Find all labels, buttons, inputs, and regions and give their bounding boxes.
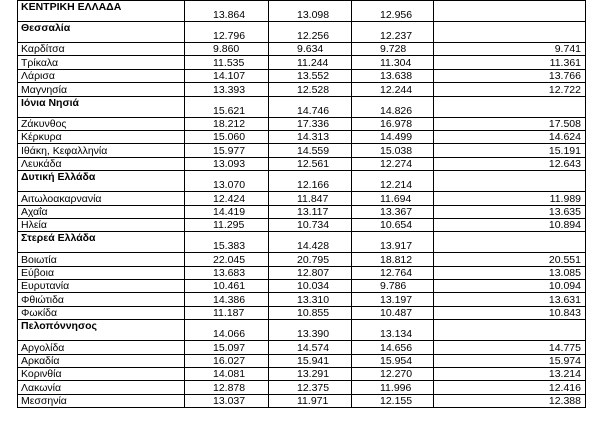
value-cell-4: 14.775 bbox=[434, 341, 586, 354]
value-cell-3: 12.274 bbox=[352, 157, 434, 170]
value-cell-4: 13.214 bbox=[434, 368, 586, 381]
table-row bbox=[18, 266, 586, 279]
value-cell-3: 12.244 bbox=[352, 83, 434, 96]
value-cell-1: 11.535 bbox=[185, 56, 269, 69]
value-cell-1: 15.060 bbox=[185, 130, 269, 143]
value-cell-1: 14.419 bbox=[185, 205, 269, 218]
table-row bbox=[18, 69, 586, 82]
table-row bbox=[18, 130, 586, 143]
value-cell-2: 13.552 bbox=[269, 69, 352, 82]
table-row bbox=[18, 381, 586, 394]
table-row bbox=[18, 394, 586, 407]
value-cell-2: 14.428 bbox=[269, 232, 352, 253]
region-row bbox=[18, 1, 586, 22]
value-cell-1: 22.045 bbox=[185, 253, 269, 266]
value-cell-2: 12.375 bbox=[269, 381, 352, 394]
value-cell-3: 12.270 bbox=[352, 368, 434, 381]
table-row bbox=[18, 368, 586, 381]
table-row bbox=[18, 354, 586, 367]
region-name-cell: ΚΕΝΤΡΙΚΗ ΕΛΛΑΔΑ bbox=[18, 1, 185, 22]
value-cell-3: 12.237 bbox=[352, 22, 434, 43]
value-cell-1: 11.295 bbox=[185, 218, 269, 231]
value-cell-3: 15.038 bbox=[352, 144, 434, 157]
value-cell-4: 10.894 bbox=[434, 218, 586, 231]
value-cell-2: 17.336 bbox=[269, 117, 352, 130]
value-cell-1: 13.093 bbox=[185, 157, 269, 170]
area-name-cell: Λευκάδα bbox=[18, 157, 185, 170]
value-cell-3: 13.917 bbox=[352, 232, 434, 253]
value-cell-3: 11.694 bbox=[352, 192, 434, 205]
value-cell-1: 12.878 bbox=[185, 381, 269, 394]
data-table bbox=[17, 0, 586, 408]
table-row bbox=[18, 253, 586, 266]
value-cell-2: 13.117 bbox=[269, 205, 352, 218]
value-cell-2: 9.634 bbox=[269, 43, 352, 56]
region-row bbox=[18, 96, 586, 117]
value-cell-2: 12.807 bbox=[269, 266, 352, 279]
region-name-cell: Δυτική Ελλάδα bbox=[18, 171, 185, 192]
value-cell-2: 13.291 bbox=[269, 368, 352, 381]
region-name-cell: Θεσσαλία bbox=[18, 22, 185, 43]
value-cell-4: 15.974 bbox=[434, 354, 586, 367]
table-row bbox=[18, 293, 586, 306]
table-row bbox=[18, 306, 586, 319]
table-row bbox=[18, 341, 586, 354]
value-cell-2: 12.561 bbox=[269, 157, 352, 170]
value-cell-3: 12.155 bbox=[352, 394, 434, 407]
area-name-cell: Αχαΐα bbox=[18, 205, 185, 218]
value-cell-1: 18.212 bbox=[185, 117, 269, 130]
value-cell-4: 12.643 bbox=[434, 157, 586, 170]
area-name-cell: Καρδίτσα bbox=[18, 43, 185, 56]
value-cell-4: 12.388 bbox=[434, 394, 586, 407]
value-cell-3: 16.978 bbox=[352, 117, 434, 130]
value-cell-1: 13.070 bbox=[185, 171, 269, 192]
value-cell-2: 13.390 bbox=[269, 320, 352, 341]
value-cell-4: 11.989 bbox=[434, 192, 586, 205]
value-cell-1: 10.461 bbox=[185, 280, 269, 293]
value-cell-4: 13.635 bbox=[434, 205, 586, 218]
value-cell-3: 13.638 bbox=[352, 69, 434, 82]
value-cell-3: 12.956 bbox=[352, 1, 434, 22]
value-cell-1: 11.187 bbox=[185, 306, 269, 319]
value-cell-2: 15.941 bbox=[269, 354, 352, 367]
area-name-cell: Λάρισα bbox=[18, 69, 185, 82]
area-name-cell: Λακωνία bbox=[18, 381, 185, 394]
table-row bbox=[18, 83, 586, 96]
value-cell-2: 11.847 bbox=[269, 192, 352, 205]
table-row bbox=[18, 280, 586, 293]
value-cell-3: 18.812 bbox=[352, 253, 434, 266]
value-cell-1: 13.393 bbox=[185, 83, 269, 96]
value-cell-4: 17.508 bbox=[434, 117, 586, 130]
value-cell-4 bbox=[434, 1, 586, 22]
table-row bbox=[18, 192, 586, 205]
area-name-cell: Κέρκυρα bbox=[18, 130, 185, 143]
value-cell-1: 15.621 bbox=[185, 96, 269, 117]
value-cell-2: 11.971 bbox=[269, 394, 352, 407]
area-name-cell: Αρκαδία bbox=[18, 354, 185, 367]
region-name-cell: Ιόνια Νησιά bbox=[18, 96, 185, 117]
table-row bbox=[18, 218, 586, 231]
value-cell-1: 12.796 bbox=[185, 22, 269, 43]
value-cell-1: 15.383 bbox=[185, 232, 269, 253]
value-cell-3: 14.656 bbox=[352, 341, 434, 354]
region-row bbox=[18, 232, 586, 253]
value-cell-4: 9.741 bbox=[434, 43, 586, 56]
value-cell-1: 15.097 bbox=[185, 341, 269, 354]
area-name-cell: Ιθάκη, Κεφαλληνία bbox=[18, 144, 185, 157]
area-name-cell: Φωκίδα bbox=[18, 306, 185, 319]
value-cell-1: 14.386 bbox=[185, 293, 269, 306]
value-cell-4: 15.191 bbox=[434, 144, 586, 157]
table-row bbox=[18, 144, 586, 157]
value-cell-2: 13.310 bbox=[269, 293, 352, 306]
region-row bbox=[18, 22, 586, 43]
area-name-cell: Αιτωλοακαρνανία bbox=[18, 192, 185, 205]
value-cell-1: 12.424 bbox=[185, 192, 269, 205]
table-row bbox=[18, 157, 586, 170]
value-cell-4: 10.094 bbox=[434, 280, 586, 293]
value-cell-4: 12.416 bbox=[434, 381, 586, 394]
value-cell-4: 11.361 bbox=[434, 56, 586, 69]
value-cell-2: 14.746 bbox=[269, 96, 352, 117]
value-cell-4: 14.624 bbox=[434, 130, 586, 143]
value-cell-3: 12.214 bbox=[352, 171, 434, 192]
value-cell-4 bbox=[434, 320, 586, 341]
value-cell-4 bbox=[434, 22, 586, 43]
value-cell-2: 12.528 bbox=[269, 83, 352, 96]
value-cell-2: 14.313 bbox=[269, 130, 352, 143]
value-cell-3: 9.786 bbox=[352, 280, 434, 293]
area-name-cell: Ζάκυνθος bbox=[18, 117, 185, 130]
value-cell-4 bbox=[434, 96, 586, 117]
region-row bbox=[18, 320, 586, 341]
value-cell-2: 10.855 bbox=[269, 306, 352, 319]
area-name-cell: Εύβοια bbox=[18, 266, 185, 279]
value-cell-3: 13.197 bbox=[352, 293, 434, 306]
table-body bbox=[18, 1, 586, 408]
area-name-cell: Μεσσηνία bbox=[18, 394, 185, 407]
area-name-cell: Ηλεία bbox=[18, 218, 185, 231]
table-row bbox=[18, 43, 586, 56]
region-row bbox=[18, 171, 586, 192]
area-name-cell: Βοιωτία bbox=[18, 253, 185, 266]
value-cell-1: 13.683 bbox=[185, 266, 269, 279]
value-cell-3: 10.487 bbox=[352, 306, 434, 319]
area-name-cell: Φθιώτιδα bbox=[18, 293, 185, 306]
value-cell-1: 14.066 bbox=[185, 320, 269, 341]
value-cell-1: 14.107 bbox=[185, 69, 269, 82]
value-cell-2: 14.574 bbox=[269, 341, 352, 354]
area-name-cell: Τρίκαλα bbox=[18, 56, 185, 69]
value-cell-2: 13.098 bbox=[269, 1, 352, 22]
area-name-cell: Αργολίδα bbox=[18, 341, 185, 354]
table-row bbox=[18, 205, 586, 218]
region-name-cell: Στερεά Ελλάδα bbox=[18, 232, 185, 253]
table-row bbox=[18, 56, 586, 69]
value-cell-1: 9.860 bbox=[185, 43, 269, 56]
value-cell-3: 9.728 bbox=[352, 43, 434, 56]
value-cell-4: 13.631 bbox=[434, 293, 586, 306]
value-cell-4: 20.551 bbox=[434, 253, 586, 266]
value-cell-2: 12.166 bbox=[269, 171, 352, 192]
value-cell-4: 10.843 bbox=[434, 306, 586, 319]
value-cell-3: 13.134 bbox=[352, 320, 434, 341]
value-cell-1: 15.977 bbox=[185, 144, 269, 157]
value-cell-3: 14.826 bbox=[352, 96, 434, 117]
value-cell-3: 11.996 bbox=[352, 381, 434, 394]
area-name-cell: Μαγνησία bbox=[18, 83, 185, 96]
region-name-cell: Πελοπόννησος bbox=[18, 320, 185, 341]
area-name-cell: Ευρυτανία bbox=[18, 280, 185, 293]
value-cell-4: 12.722 bbox=[434, 83, 586, 96]
value-cell-2: 10.734 bbox=[269, 218, 352, 231]
value-cell-1: 13.864 bbox=[185, 1, 269, 22]
table-row bbox=[18, 117, 586, 130]
value-cell-2: 12.256 bbox=[269, 22, 352, 43]
value-cell-4 bbox=[434, 171, 586, 192]
value-cell-4: 13.766 bbox=[434, 69, 586, 82]
value-cell-3: 15.954 bbox=[352, 354, 434, 367]
value-cell-3: 11.304 bbox=[352, 56, 434, 69]
value-cell-4: 13.085 bbox=[434, 266, 586, 279]
value-cell-2: 11.244 bbox=[269, 56, 352, 69]
value-cell-1: 13.037 bbox=[185, 394, 269, 407]
value-cell-3: 14.499 bbox=[352, 130, 434, 143]
value-cell-1: 14.081 bbox=[185, 368, 269, 381]
value-cell-2: 14.559 bbox=[269, 144, 352, 157]
value-cell-1: 16.027 bbox=[185, 354, 269, 367]
value-cell-3: 10.654 bbox=[352, 218, 434, 231]
value-cell-2: 20.795 bbox=[269, 253, 352, 266]
area-name-cell: Κορινθία bbox=[18, 368, 185, 381]
value-cell-3: 12.764 bbox=[352, 266, 434, 279]
value-cell-2: 10.034 bbox=[269, 280, 352, 293]
value-cell-4 bbox=[434, 232, 586, 253]
value-cell-3: 13.367 bbox=[352, 205, 434, 218]
